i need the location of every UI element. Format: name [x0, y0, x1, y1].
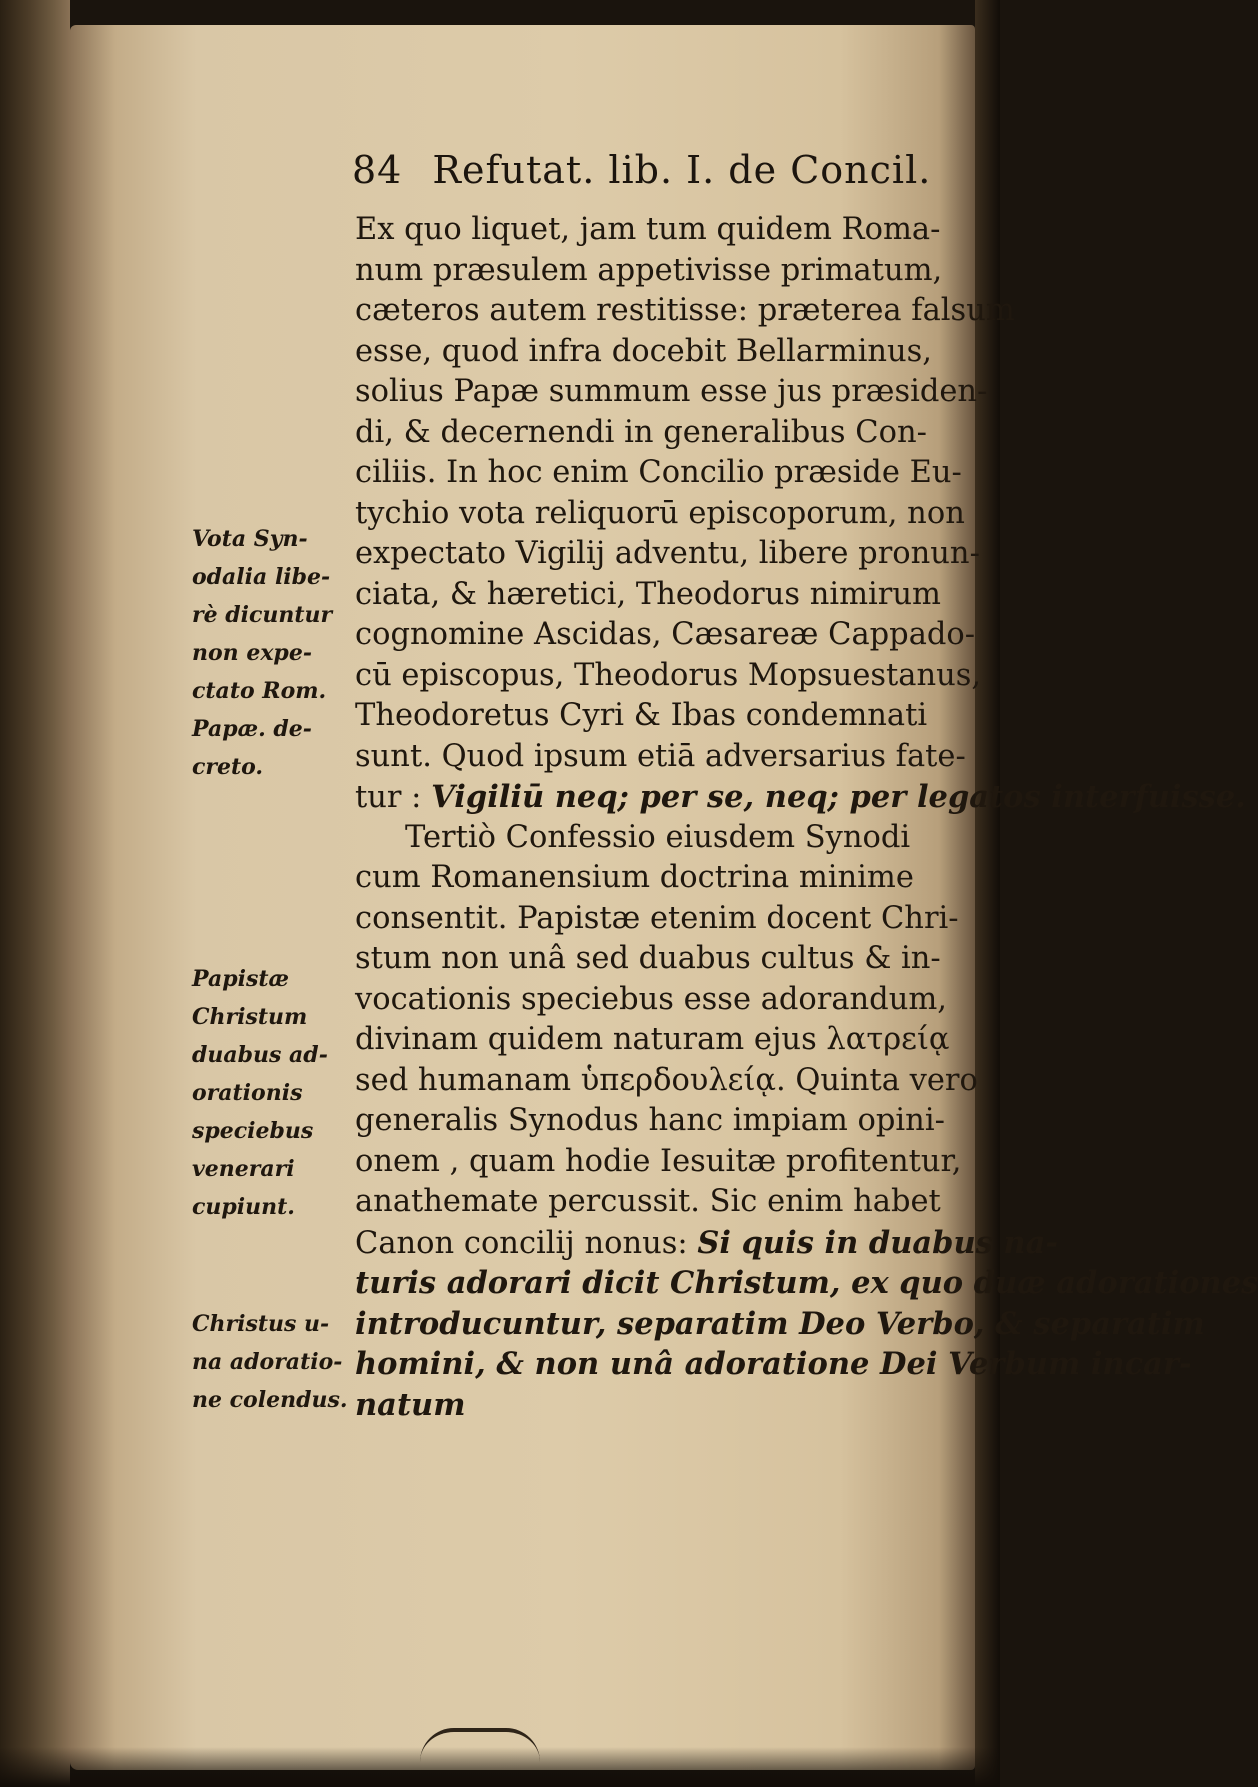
margin-note-line: orationis: [192, 1080, 303, 1106]
text-line: Theodoretus Cyri & Ibas condemnati: [355, 698, 928, 733]
text-line: esse, quod infra docebit Bellarminus,: [355, 333, 932, 369]
text-line: expectato Vigilij adventu, libere pronun-: [355, 536, 980, 571]
text-line: di, & decernendi in generalibus Con-: [355, 414, 927, 450]
text-line: Ex quo liquet, jam tum quidem Roma-: [355, 212, 941, 247]
text-line: [355, 1223, 1059, 1264]
margin-note-line: Christum: [192, 1004, 308, 1030]
margin-note-line: na adoratio-: [192, 1349, 343, 1375]
margin-note-line: non expe-: [192, 640, 312, 666]
text-line: stum non unâ sed duabus cultus & in-: [355, 941, 941, 976]
text-line: tychio vota reliquorū episcoporum, non: [355, 495, 965, 531]
text-line: ciliis. In hoc enim Concilio præside Eu-: [355, 455, 962, 490]
margin-note-line: Christus u-: [192, 1311, 330, 1337]
text-line: cū episcopus, Theodorus Mopsuestanus,: [355, 657, 982, 693]
margin-note-line: venerari: [192, 1156, 295, 1182]
margin-note-line: Papæ. de-: [192, 716, 312, 742]
text-line: consentit. Papistæ etenim docent Chri-: [355, 900, 959, 936]
text-line: generalis Synodus hanc impiam opini-: [355, 1103, 945, 1138]
text-line: cum Romanensium doctrina minime: [355, 860, 914, 895]
text-line-italic: Vigiliū neq; per se, neq; per legatos interfuisse.: [431, 779, 1246, 815]
margin-note-line: cupiunt.: [192, 1194, 295, 1220]
text-line: onem , quam hodie Iesuitæ profitentur,: [355, 1143, 962, 1179]
text-line: ciata, & hæretici, Theodorus nimirum: [355, 576, 941, 612]
text-line-roman: Canon concilij nonus:: [355, 1225, 698, 1261]
text-line: turis adorari dicit Christum, ex quo duæ adorationes: [355, 1265, 1258, 1301]
text-line: anathemate percussit. Sic enim habet: [355, 1184, 941, 1219]
bottom-shadow: [0, 1747, 1000, 1787]
margin-note-line: ne colendus.: [192, 1387, 348, 1413]
margin-note-line: Vota Syn-: [192, 526, 308, 552]
text-line: sed humanam ὑπερδουλείᾳ. Quinta vero: [355, 1062, 978, 1098]
margin-note-vota: [192, 520, 367, 786]
text-line: sunt. Quod ipsum etiā adversarius fate-: [355, 738, 966, 774]
text-line: divinam quidem naturam ejus λατρείᾳ: [355, 1022, 950, 1057]
text-line: num præsulem appetivisse primatum,: [355, 252, 943, 288]
margin-note-line: speciebus: [192, 1118, 314, 1144]
running-title: Refutat. lib. I. de Concil.: [432, 148, 932, 192]
margin-note-line: odalia libe-: [192, 564, 331, 590]
text-line-roman: tur :: [355, 780, 432, 815]
text-line: vocationis speciebus esse adorandum,: [355, 981, 947, 1017]
margin-note-line: ctato Rom.: [192, 678, 327, 704]
text-line: cognomine Ascidas, Cæsareæ Cappado-: [355, 617, 976, 652]
margin-note-line: creto.: [192, 754, 264, 780]
text-line-italic: Si quis in duabus na-: [697, 1224, 1059, 1261]
text-line: homini, & non unâ adoratione Dei Verbum incar-: [355, 1346, 1192, 1382]
text-line: cæteros autem restitisse: præterea falsum: [355, 293, 1015, 328]
text-line: Tertiò Confessio eiusdem Synodi: [405, 819, 911, 855]
margin-note-papistae: [192, 960, 367, 1226]
margin-note-line: Papistæ: [192, 966, 289, 992]
text-line: natum: [355, 1386, 466, 1423]
margin-note-line: rè dicuntur: [192, 602, 333, 628]
main-text-block: [355, 210, 1258, 1425]
margin-note-line: duabus ad-: [192, 1042, 328, 1068]
page-number: 84: [352, 148, 403, 192]
text-line: introducuntur, separatim Deo Verbo, & separatim: [355, 1305, 1205, 1342]
page-header: [352, 148, 982, 192]
text-line: [355, 777, 1246, 818]
text-line: solius Papæ summum esse jus præsiden-: [355, 374, 988, 409]
margin-note-christus: [192, 1305, 367, 1419]
book-gutter: [0, 0, 70, 1787]
